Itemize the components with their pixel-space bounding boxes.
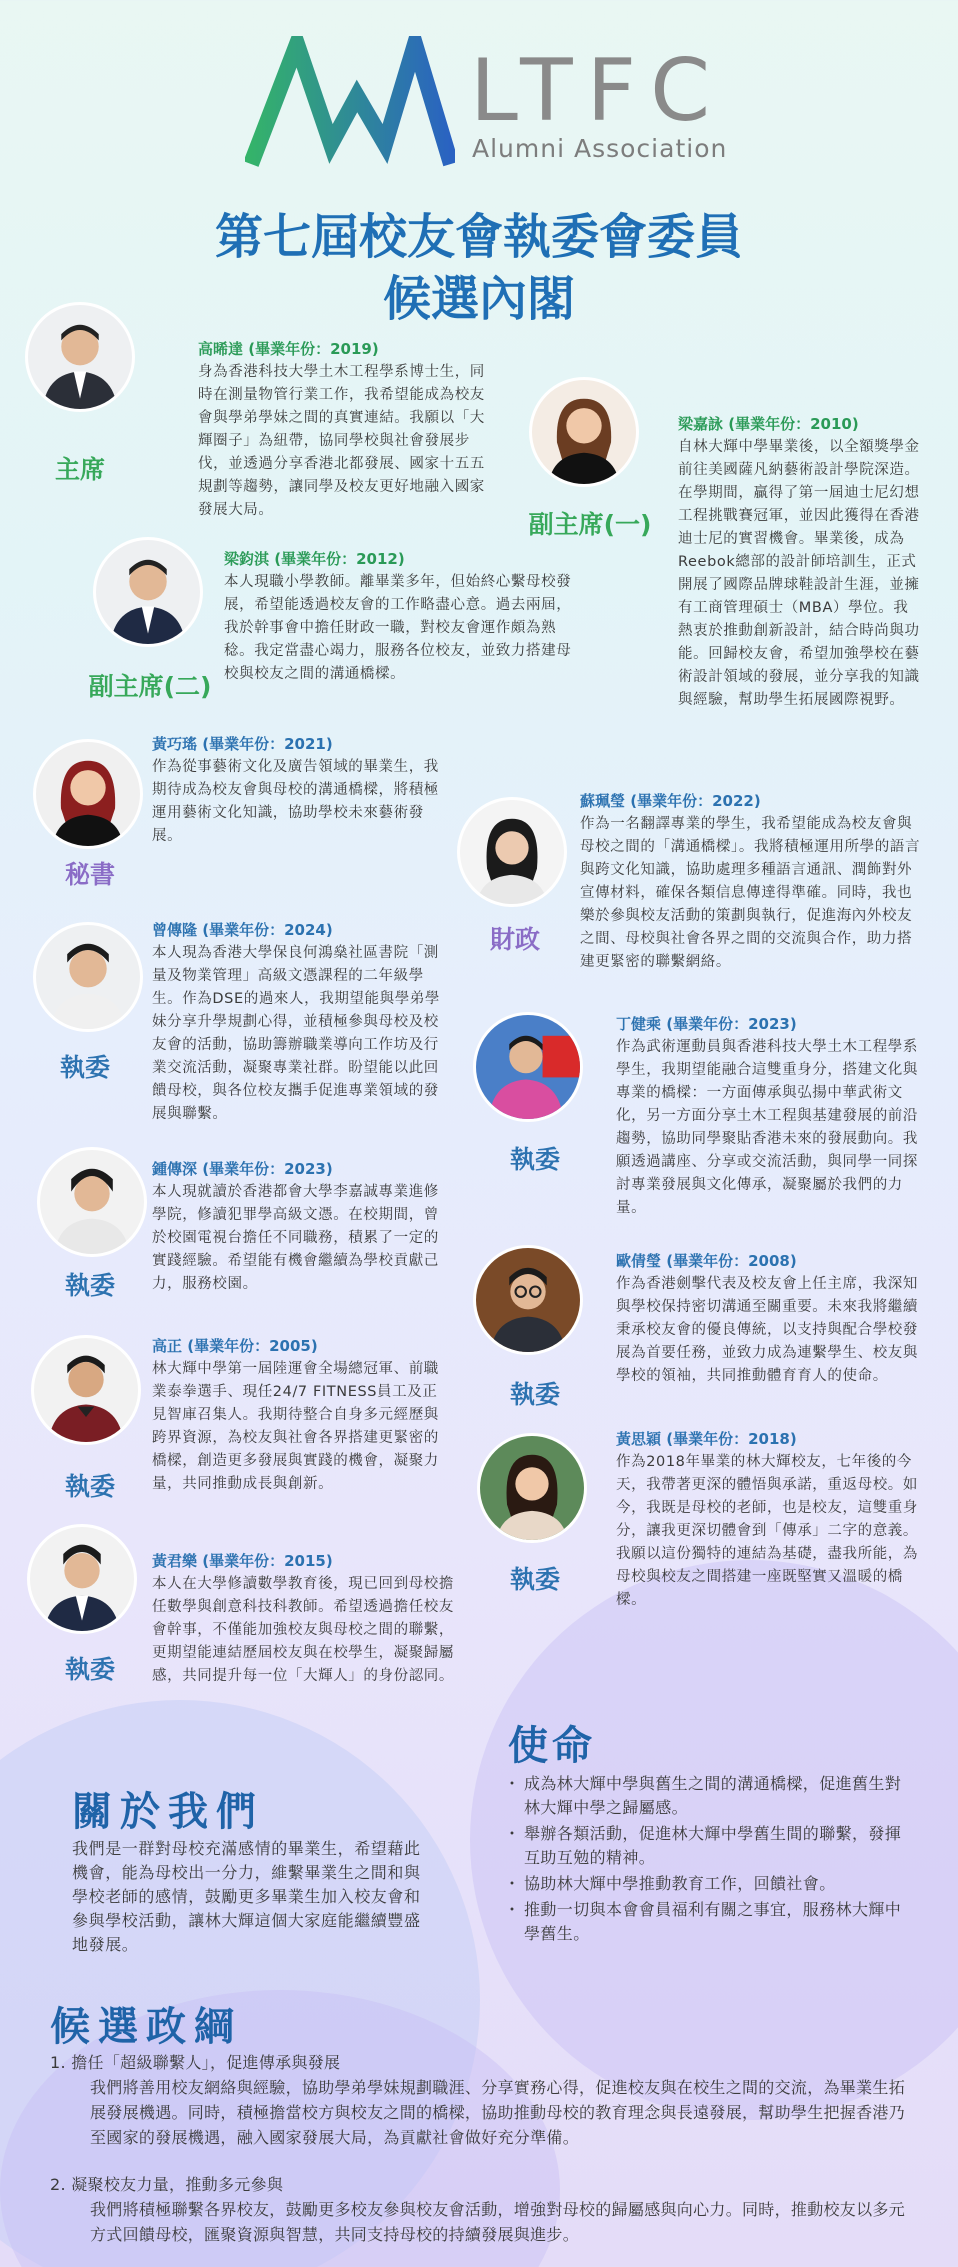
member-name: 丁健乘 (畢業年份：2023): [616, 1015, 797, 1033]
member-bio: 林大輝中學第一屆陸運會全場總冠軍、前職業泰拳選手、現任24/7 FITNESS員工及正見智庫召集人。我期待整合自身多元經歷與跨界資源，為校友與社會各界搭建更緊密的橋樑，創造更多發展與實踐的機會，凝聚力量，共同推動成長與創新。: [152, 1361, 439, 1492]
avatar: [40, 1150, 144, 1254]
logo-mark-icon: [245, 36, 455, 176]
member-name: 高晞達 (畢業年份：2019): [198, 340, 379, 358]
mission-list: [508, 1772, 908, 1948]
role-label: 副主席(一): [528, 510, 652, 539]
page-title: 第七屆校友會執委會委員: [214, 209, 743, 265]
member-name: 高正 (畢業年份：2005): [152, 1337, 318, 1355]
mission-item: ・ 舉辦各類活動，促進林大輝中學舊生間的聯繫，發揮互助互勉的精神。: [508, 1822, 908, 1870]
male-portrait-icon: [476, 1248, 580, 1352]
male-portrait-icon: [36, 925, 140, 1029]
role-label: 副主席(二): [88, 672, 212, 701]
member-name: 梁嘉詠 (畢業年份：2010): [678, 415, 859, 433]
member-bio: 身為香港科技大學土木工程學系博士生，同時在測量物管行業工作，我希望能成為校友會與學弟學妹之間的真實連結。我願以「大輝圈子」為紐帶，協同學校與社會發展步伐，並透過分享香港北都發展、國家十五五規劃等趨勢，讓同學及校友更好地融入國家發展大局。: [198, 364, 485, 518]
mission-item: ・ 協助林大輝中學推動教育工作，回饋社會。: [508, 1872, 908, 1896]
role-label: 執委: [509, 1565, 560, 1594]
role-label: 執委: [64, 1271, 115, 1300]
avatar: [36, 925, 140, 1029]
role-label: 秘書: [64, 860, 115, 889]
member-name: 黃君樂 (畢業年份：2015): [152, 1552, 333, 1570]
mission-item: ・ 推動一切與本會會員福利有關之事宜，服務林大輝中學舊生。: [508, 1898, 908, 1946]
male-portrait-icon: [30, 1527, 134, 1631]
member-name: 曾傳隆 (畢業年份：2024): [152, 921, 333, 939]
avatar: [36, 742, 140, 846]
member-name: 鍾傳深 (畢業年份：2023): [152, 1160, 333, 1178]
female-portrait-icon: [36, 742, 140, 846]
female-portrait-icon: [460, 800, 564, 904]
member-name: 梁鈞淇 (畢業年份：2012): [224, 550, 405, 568]
platform-item-heading: 2. 凝聚校友力量，推動多元參與: [50, 2175, 284, 2194]
member-bio: 自林大輝中學畢業後，以全額獎學金前往美國薩凡納藝術設計學院深造。在學期間，贏得了第一屆迪士尼幻想工程挑戰賽冠軍，並因此獲得在香港迪士尼的實習機會。畢業後，成為Reebok總部的設計師培訓生，正式開展了國際品牌球鞋設計生涯，並擁有工商管理碩士（MBA）學位。我熱衷於推動創新設計，結合時尚與功能。回歸校友會，希望加強學校在藝術設計領域的發展，並分享我的知識與經驗，幫助學生拓展國際視野。: [678, 439, 920, 708]
member-bio: 本人現就讀於香港都會大學李嘉誠專業進修學院，修讀犯罪學高級文憑。在校期間，曾於校園電視台擔任不同職務，積累了一定的實踐經驗。希望能有機會繼續為學校貢獻己力，服務校園。: [152, 1184, 439, 1292]
role-label: 執委: [64, 1472, 115, 1501]
platform-item: [50, 2172, 920, 2247]
member-name: 黃巧瑤 (畢業年份：2021): [152, 735, 333, 753]
page-subtitle: 候選內閣: [382, 271, 575, 327]
avatar: [30, 1527, 134, 1631]
male-portrait-icon: [476, 1015, 580, 1119]
member-bio: 作為從事藝術文化及廣告領域的畢業生，我期待成為校友會與母校的溝通橋樑，將積極運用藝術文化知識，協助學校未來藝術發展。: [152, 759, 439, 844]
logo-text: LTFC: [470, 41, 725, 141]
platform-title: 候選政綱: [50, 2004, 242, 2050]
platform-item-body: 我們將積極聯繫各界校友，鼓勵更多校友參與校友會活動，增強對母校的歸屬感與向心力。同時，推動校友以多元方式回饋母校，匯聚資源與智慧，共同支持母校的持續發展與進步。: [90, 2200, 906, 2244]
member-name: 黃思穎 (畢業年份：2018): [616, 1430, 797, 1448]
female-portrait-icon: [480, 1436, 584, 1540]
avatar: [476, 1015, 580, 1119]
member-bio: 作為香港劍擊代表及校友會上任主席，我深知與學校保持密切溝通至關重要。未來我將繼續秉承校友會的優良傳統，以支持與配合學校發展為首要任務，並致力成為連繫學生、校友與學校的領袖，共同推動體育育人的使命。: [616, 1276, 918, 1384]
avatar: [34, 1338, 138, 1442]
mission-item: ・ 成為林大輝中學與舊生之間的溝通橋樑，促進舊生對林大輝中學之歸屬感。: [508, 1772, 908, 1820]
avatar: [96, 540, 200, 644]
member-bio: 本人現為香港大學保良何鴻燊社區書院「測量及物業管理」高級文憑課程的二年級學生。作為DSE的過來人，我期望能與學弟學妹分享升學規劃心得，並積極參與母校及校友會的活動，協助籌辦職業導向工作坊及行業交流活動，凝聚專業社群。盼望能以此回饋母校，與各位校友攜手促進專業領域的發展與聯繫。: [152, 945, 441, 1122]
member-bio: 作為2018年畢業的林大輝校友，七年後的今天，我帶著更深的體悟與承諾，重返母校。如今，我既是母校的老師，也是校友，這雙重身分，讓我更深切體會到「傳承」二字的意義。我願以這份獨特的連結為基礎，盡我所能，為母校與校友之間搭建一座既堅實又溫暖的橋樑。: [616, 1454, 918, 1608]
avatar: [532, 380, 636, 484]
role-label: 財政: [489, 925, 540, 954]
role-label: 執委: [59, 1053, 110, 1082]
avatar: [480, 1436, 584, 1540]
member-bio: 作為武術運動員與香港科技大學土木工程學系學生，我期望能融合這雙重身分，搭建文化與專業的橋樑：一方面傳承與弘揚中華武術文化，另一方面分享土木工程與基建發展的前沿趨勢，協助同學聚貼香港未來的發展動向。我願透過講座、分享或交流活動，與同學一同探討專業發展與文化傳承，凝聚屬於我們的力量。: [616, 1039, 918, 1216]
male-portrait-icon: [28, 305, 132, 409]
avatar: [476, 1248, 580, 1352]
role-label: 執委: [509, 1145, 560, 1174]
platform-item-heading: 1. 擔任「超級聯繫人」，促進傳承與發展: [50, 2053, 341, 2072]
female-portrait-icon: [532, 380, 636, 484]
male-portrait-icon: [40, 1150, 144, 1254]
avatar: [28, 305, 132, 409]
male-portrait-icon: [34, 1338, 138, 1442]
member-bio: 本人現職小學教師。離畢業多年，但始終心繫母校發展，希望能透過校友會的工作略盡心意。過去兩屆，我於幹事會中擔任財政一職，對校友會運作頗為熟稔。我定當盡心竭力，服務各位校友，並致力搭建母校與校友之間的溝通橋樑。: [224, 574, 572, 682]
member-name: 蘇珮瑩 (畢業年份：2022): [580, 792, 761, 810]
male-portrait-icon: [96, 540, 200, 644]
logo-subtitle: Alumni Association: [472, 134, 728, 163]
member-bio: 本人在大學修讀數學教育後，現已回到母校擔任數學與創意科技科教師。希望透過擔任校友會幹事，不僅能加強校友與母校之間的聯繫，更期望能連結歷屆校友與在校學生，凝聚歸屬感，共同提升每一位「大輝人」的身份認同。: [152, 1576, 454, 1684]
member-name: 歐倩瑩 (畢業年份：2008): [616, 1252, 797, 1270]
role-label: 主席: [54, 455, 105, 484]
about-title: 關於我們: [72, 1789, 264, 1835]
platform-item-body: 我們將善用校友網絡與經驗，協助學弟學妹規劃職涯、分享實務心得，促進校友與在校生之間的交流，為畢業生拓展發展機遇。同時，積極擔當校方與校友之間的橋樑，協助推動母校的教育理念與長遠發展，幫助學生把握香港乃至國家的發展機遇，融入國家發展大局，為貢獻社會做好充分準備。: [90, 2078, 906, 2147]
avatar: [460, 800, 564, 904]
mission-title: 使命: [508, 1723, 596, 1769]
member-bio: 作為一名翻譯專業的學生，我希望能成為校友會與母校之間的「溝通橋樑」。我將積極運用所學的語言與跨文化知識，協助處理多種語言通訊、潤飾對外宣傳材料，確保各類信息傳達得準確。同時，我也樂於參與校友活動的策劃與執行，促進海內外校友之間、母校與社會各界之間的交流與合作，助力搭建更緊密的聯繫網絡。: [580, 816, 921, 970]
about-text: 我們是一群對母校充滿感情的畢業生，希望藉此機會，能為母校出一分力，維繫畢業生之間和與學校老師的感情，鼓勵更多畢業生加入校友會和參與學校活動，讓林大輝這個大家庭能繼續豐盛地發展。: [72, 1839, 421, 1954]
platform-item: [50, 2050, 920, 2150]
role-label: 執委: [509, 1380, 560, 1409]
role-label: 執委: [64, 1655, 115, 1684]
